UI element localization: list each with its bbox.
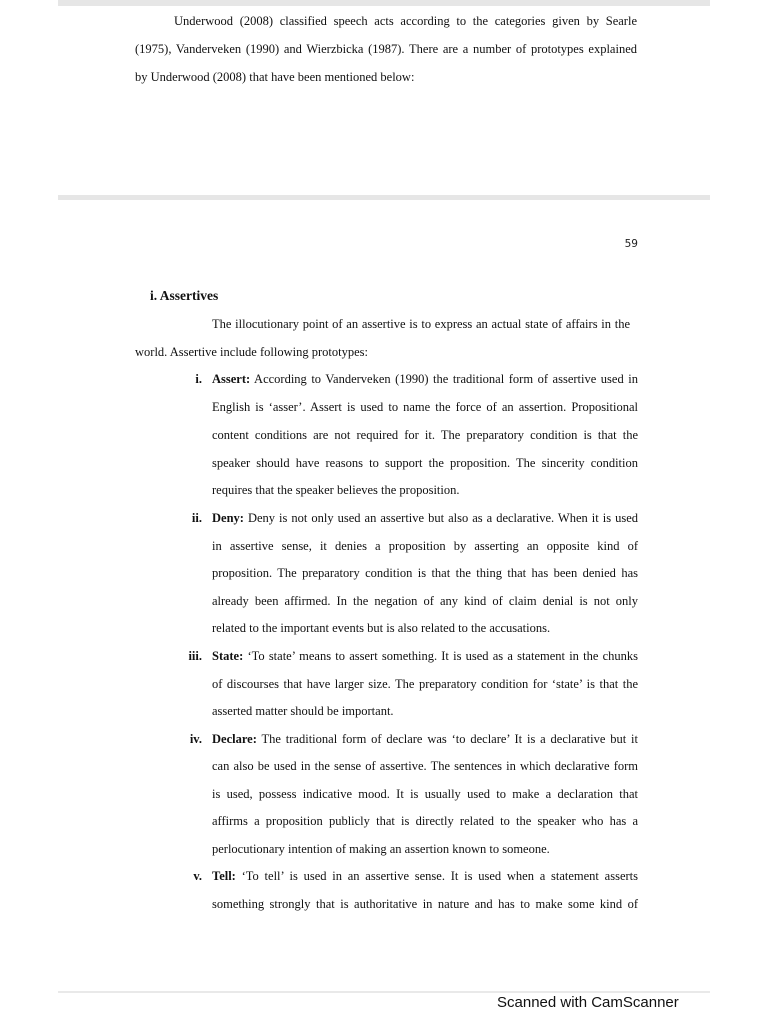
item-number: i. bbox=[195, 372, 202, 386]
page-separator bbox=[58, 195, 710, 200]
text-line: perlocutionary intention of making an assertion known to someone. bbox=[212, 842, 550, 856]
item-term: Deny: bbox=[212, 511, 244, 525]
text-line: Underwood (2008) classified speech acts according to the categories given by Searle bbox=[174, 14, 637, 28]
text-line: ‘To tell’ is used in an assertive sense. It is used when a statement asserts bbox=[235, 869, 638, 883]
item-term: Declare: bbox=[212, 732, 257, 746]
page-top-border bbox=[58, 0, 710, 6]
text-line: world. Assertive include following prototypes: bbox=[135, 345, 368, 359]
text-line: content conditions are not required for it. The preparatory condition is that the bbox=[212, 428, 638, 442]
text-line: in assertive sense, it denies a proposition by asserting an opposite kind of bbox=[212, 539, 638, 553]
text-line: affirms a proposition publicly that is directly related to the speaker who has a bbox=[212, 814, 638, 828]
text-line: by Underwood (2008) that have been mentioned below: bbox=[135, 70, 415, 84]
text-line: related to the important events but is also related to the accusations. bbox=[212, 621, 551, 635]
text-line: requires that the speaker believes the proposition. bbox=[212, 483, 460, 497]
text-line: something strongly that is authoritative in nature and has to make some kind of bbox=[212, 897, 638, 911]
text-line: of discourses that have larger size. The preparatory condition for ‘state’ is that the bbox=[212, 677, 638, 691]
text-line: proposition. The preparatory condition is that the thing that has been denied has bbox=[212, 566, 638, 580]
item-number: iii. bbox=[188, 649, 202, 663]
text-line: English is ‘asser’. Assert is used to name the force of an assertion. Propositional bbox=[212, 400, 638, 414]
item-number: ii. bbox=[191, 511, 202, 525]
text-line: According to Vanderveken (1990) the traditional form of assertive used in bbox=[250, 372, 638, 386]
text-line: already been affirmed. In the negation of any kind of claim denial is not only bbox=[212, 594, 638, 608]
footer-divider bbox=[58, 991, 710, 993]
text-line: can also be used in the sense of assertive. The sentences in which declarative form bbox=[212, 759, 638, 773]
item-first-line bbox=[212, 511, 638, 526]
item-first-line bbox=[212, 649, 638, 664]
text-line: asserted matter should be important. bbox=[212, 704, 394, 718]
item-term: Tell: bbox=[212, 869, 236, 883]
text-line: ‘To state’ means to assert something. It is used as a statement in the chunks bbox=[243, 649, 638, 663]
text-line: Deny is not only used an assertive but also as a declarative. When it is used bbox=[243, 511, 638, 525]
item-first-line bbox=[212, 732, 638, 747]
page-number: 59 bbox=[624, 238, 638, 250]
section-heading: i. Assertives bbox=[150, 288, 219, 303]
item-number: v. bbox=[193, 869, 202, 883]
item-first-line bbox=[212, 869, 638, 884]
item-term: Assert: bbox=[212, 372, 251, 386]
item-number: iv. bbox=[189, 732, 202, 746]
item-term: State: bbox=[212, 649, 244, 663]
text-line: The illocutionary point of an assertive is to express an actual state of affairs in the bbox=[212, 317, 630, 331]
text-line: (1975), Vanderveken (1990) and Wierzbicka (1987). There are a number of prototypes explained bbox=[135, 42, 637, 56]
text-line: The traditional form of declare was ‘to declare’ It is a declarative but it bbox=[256, 732, 638, 746]
text-line: speaker should have reasons to support the proposition. The sincerity condition bbox=[212, 456, 638, 470]
camscanner-watermark: Scanned with CamScanner bbox=[497, 994, 679, 1011]
item-first-line bbox=[212, 372, 638, 387]
text-line: is used, possess indicative mood. It is usually used to make a declaration that bbox=[212, 787, 638, 801]
